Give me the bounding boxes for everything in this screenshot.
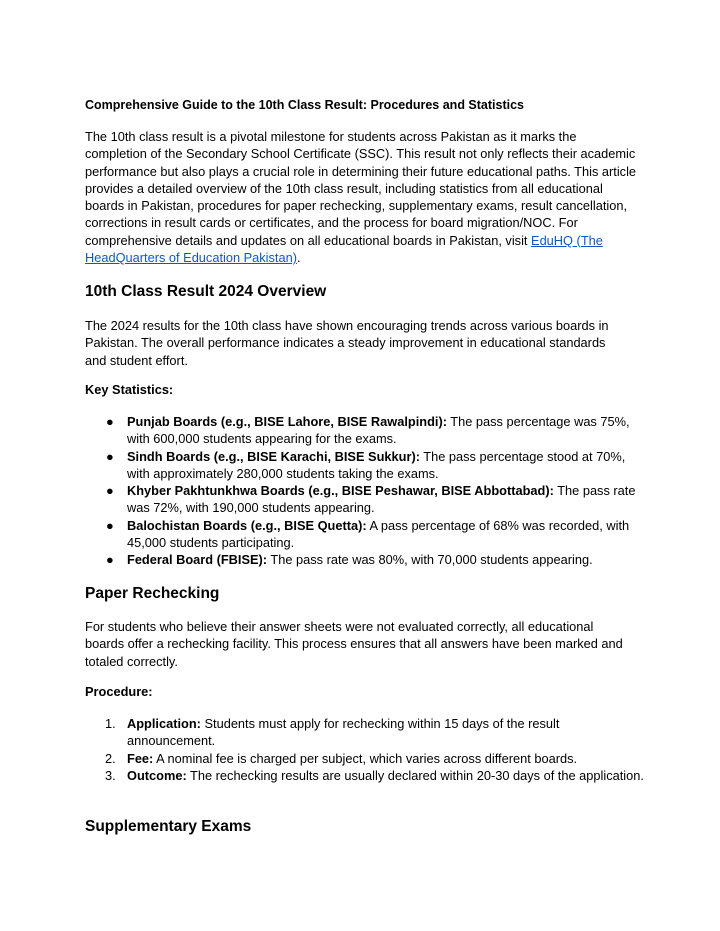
item-text: The pass percentage stood at 70%, with approximately 280,000 students taking the exams.: [127, 448, 626, 481]
step-number: 2.: [105, 750, 116, 766]
eduhq-link[interactable]: EduHQ (The HeadQuarters of Education Pakistan): [85, 232, 603, 266]
list-item: [85, 750, 645, 767]
item-text: A pass percentage of 68% was recorded, with 45,000 students participating.: [127, 517, 630, 551]
bullet-icon: ●: [106, 552, 114, 568]
intro-paragraph: [85, 128, 640, 266]
item-text: The pass rate was 80%, with 70,000 students appearing.: [267, 552, 593, 568]
step-bold: Outcome:: [127, 767, 187, 783]
item-bold: Federal Board (FBISE):: [127, 552, 268, 568]
item-text: The pass rate was 72%, with 190,000 students appearing.: [127, 483, 636, 516]
list-item: [85, 767, 645, 784]
bullet-icon: ●: [106, 483, 114, 499]
list-item: [85, 482, 645, 517]
overview-paragraph: The 2024 results for the 10th class have shown encouraging trends across various boards in Pakistan. The overall performance indicates a steady improvement in educational standards and student effort.: [85, 318, 609, 368]
supplementary-heading: Supplementary Exams: [85, 818, 252, 835]
item-text: The pass percentage was 75%, with 600,000 students appearing for the exams.: [127, 414, 630, 447]
intro-text: The 10th class result is a pivotal milestone for students across Pakistan as it marks the completion of the Secondary School Certificate (SSC). This result not only reflects their academic performance but also plays a crucial role in determining their future educational paths. This article provides a detailed overview of the 10th class result, including statistics from all educational boards in Pakistan, procedures for paper rechecking, supplementary exams, result cancellation, corrections in result cards or certificates, and the process for board migration/NOC. For comprehensive details and updates on all educational boards in Pakistan, visit: [85, 129, 637, 248]
list-item: [85, 715, 645, 750]
step-number: 1.: [105, 716, 116, 731]
bullet-icon: ●: [106, 414, 114, 429]
item-bold: Punjab Boards (e.g., BISE Lahore, BISE Rawalpindi):: [127, 414, 447, 429]
step-number: 3.: [105, 767, 116, 783]
step-bold: Application:: [127, 716, 201, 731]
item-bold: Sindh Boards (e.g., BISE Karachi, BISE Sukkur):: [127, 448, 420, 464]
rechecking-paragraph: For students who believe their answer sheets were not evaluated correctly, all educational boards offer a rechecking facility. This process ensures that all answers have been marked and totaled correctly.: [85, 619, 623, 669]
list-item: [85, 413, 645, 448]
list-item: [85, 551, 645, 568]
step-bold: Fee:: [127, 750, 154, 766]
item-bold: Khyber Pakhtunkhwa Boards (e.g., BISE Peshawar, BISE Abbottabad):: [127, 483, 554, 499]
key-statistics-label: Key Statistics:: [85, 382, 174, 397]
step-text: Students must apply for rechecking within 15 days of the result announcement.: [127, 716, 560, 749]
bullet-icon: ●: [106, 448, 114, 464]
step-text: The rechecking results are usually declared within 20-30 days of the application.: [186, 767, 644, 783]
item-bold: Balochistan Boards (e.g., BISE Quetta):: [127, 517, 367, 533]
procedure-label: Procedure:: [85, 684, 153, 699]
bullet-icon: ●: [106, 517, 114, 533]
overview-heading: 10th Class Result 2024 Overview: [85, 283, 327, 300]
step-text: A nominal fee is charged per subject, which varies across different boards.: [153, 750, 578, 766]
document-title: Comprehensive Guide to the 10th Class Result: Procedures and Statistics: [85, 98, 525, 112]
statistics-list: [85, 413, 645, 569]
list-item: [85, 517, 645, 552]
procedure-list: [85, 715, 645, 784]
rechecking-heading: Paper Rechecking: [85, 585, 220, 602]
list-item: [85, 448, 645, 483]
intro-after-link: .: [296, 250, 301, 266]
